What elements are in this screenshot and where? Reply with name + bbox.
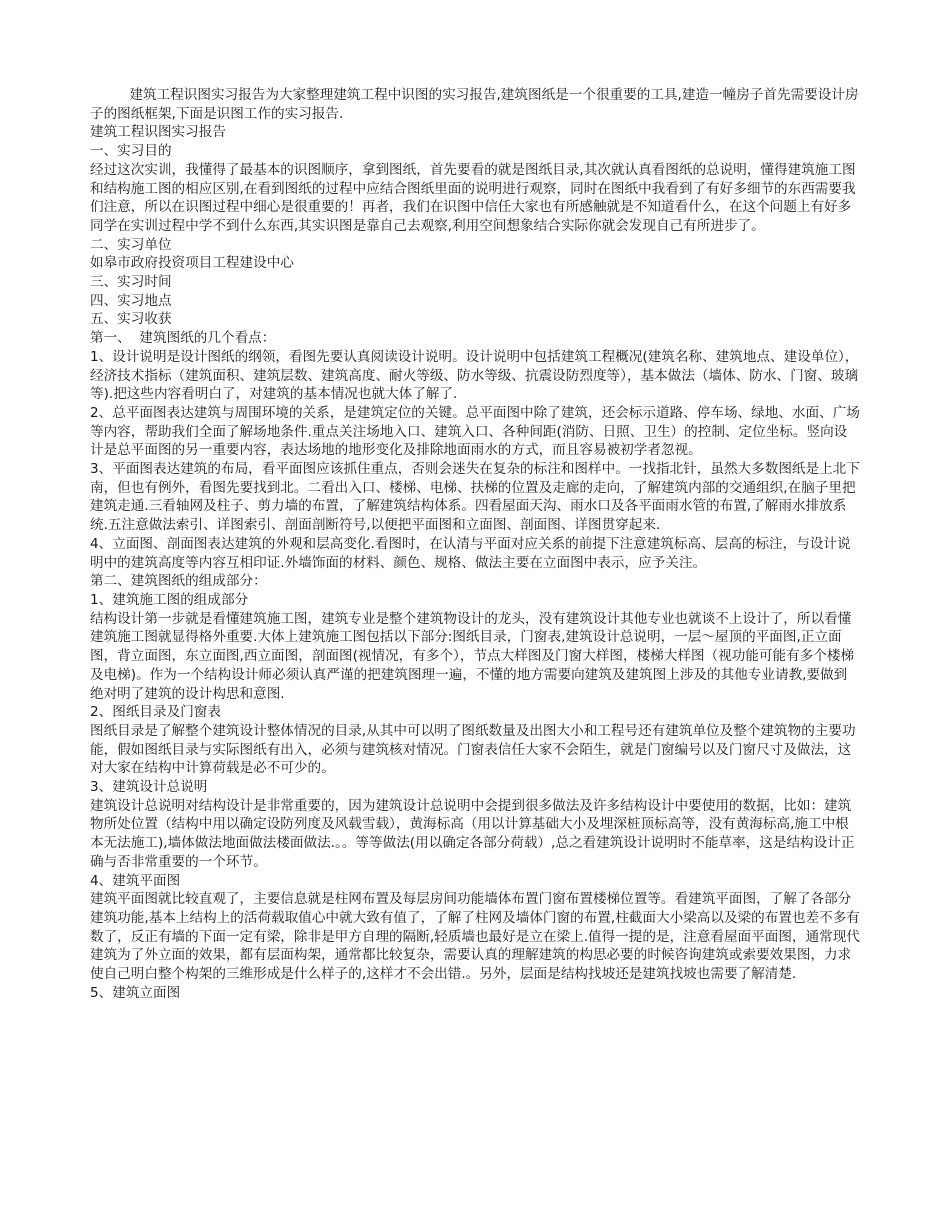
part-heading-key-points: 第一、 建筑图纸的几个看点： (90, 330, 276, 347)
subheading-drawing-index: 2、图纸目录及门窗表 (90, 704, 221, 721)
subheading-elevation-drawing: 5、建筑立面图 (90, 984, 181, 1001)
section-heading-location: 四、实习地点 (90, 292, 172, 309)
paragraph-general-notes: 建筑设计总说明对结构设计是非常重要的，因为建筑设计总说明中会提到很多做法及许多结构设计中要使用的数据，比如：建筑物所处位置（结构中用以确定设防列度及风载雪载），黄海标高（用以计算基础大小及埋深桩顶标高等，没有黄海标高,施工中根本无法施工),墙体做法地面做法楼面做法.。。等等做法(用以确定各部分荷载）,总之看建筑设计说明时不能草率，这是结构设计正确与否非常重要的一个环节。 (90, 797, 855, 870)
subheading-construction-drawings: 1、建筑施工图的组成部分 (90, 591, 249, 608)
paragraph-plan-drawing: 建筑平面图就比较直观了，主要信息就是柱网布置及每层房间功能墙体布置门窗布置楼梯位置等。看建筑平面图，了解了各部分建筑功能,基本上结构上的活荷载取值心中就大致有值了，了解了柱网及墙体门窗的布置,柱截面大小梁高以及梁的布置也差不多有数了，反正有墙的下面一定有梁，除非是甲方自理的隔断,轻质墙也最好是立在梁上.值得一提的是，注意看屋面平面图，通常现代建筑为了外立面的效果，都有层面构架，通常都比较复杂，需要认真的理解建筑的构思必要的时候咨询建筑或索要效果图，力求使自己明白整个构架的三维形成是什么样子的,这样才不会出错.。另外，层面是结构找坡还是建筑找坡也需要了解清楚. (90, 891, 860, 983)
paragraph-drawing-index: 图纸目录是了解整个建筑设计整体情况的目录,从其中可以明了图纸数量及出图大小和工程号还有建筑单位及整个建筑物的主要功能，假如图纸目录与实际图纸有出入，必须与建筑核对情况。门窗表信任大家不会陌生，就是门窗编号以及门窗尺寸及做法，这对大家在结构中计算荷载是必不可少的。 (90, 722, 856, 777)
intro-paragraph: 建筑工程识图实习报告为大家整理建筑工程中识图的实习报告,建筑图纸是一个很重要的工具,建造一幢房子首先需要设计房子的图纸框架,下面是识图工作的实习报告. (90, 87, 859, 122)
subheading-plan-drawing: 4、建筑平面图 (90, 872, 181, 889)
paragraph-design-notes: 1、设计说明是设计图纸的纲领，看图先要认真阅读设计说明。设计说明中包括建筑工程概况(建筑名称、建筑地点、建设单位），经济技术指标（建筑面积、建筑层数、建筑高度、耐火等级、防水等级、抗震设防烈度等），基本做法（墙体、防水、门窗、玻璃等).把这些内容看明白了，对建筑的基本情况也就大体了解了. (90, 348, 859, 403)
paragraph-floor-plan: 3、平面图表达建筑的布局，看平面图应该抓住重点，否则会迷失在复杂的标注和图样中。一找指北针，虽然大多数图纸是上北下南，但也有例外，看图先要找到北。二看出入口、楼梯、电梯、扶梯的位置及走廊的走向，了解建筑内部的交通组织,在脑子里把建筑走通.三看轴网及柱子、剪力墙的布置，了解建筑结构体系。四看屋面天沟、雨水口及各平面雨水管的布置,了解雨水排放系统.五注意做法索引、详图索引、剖面剖断符号,以便把平面图和立面图、剖面图、详图贯穿起来. (90, 461, 860, 534)
section-heading-time: 三、实习时间 (90, 274, 172, 291)
section-body-purpose: 经过这次实训，我懂得了最基本的识图顺序，拿到图纸，首先要看的就是图纸目录,其次就认真看图纸的总说明，懂得建筑施工图和结构施工图的相应区别,在看到图纸的过程中应结合图纸里面的说明进行观察，同时在图纸中我看到了有好多细节的东西需要我们注意，所以在识图过程中细心是很重要的！再者，我们在识图中信任大家也有所感触就是不知道看什么，在这个问题上有好多同学在实训过程中学不到什么东西,其实识图是靠自己去观察,利用空间想象结合实际你就会发现自己有所进步了。 (90, 161, 856, 234)
section-heading-gains: 五、实习收获 (90, 311, 172, 328)
report-title: 建筑工程识图实习报告 (90, 124, 226, 141)
section-body-unit: 如皋市政府投资项目工程建设中心 (90, 255, 294, 272)
section-heading-purpose: 一、实习目的 (90, 143, 172, 160)
paragraph-elevation-section: 4、立面图、剖面图表达建筑的外观和层高变化.看图时，在认清与平面对应关系的前提下注意建筑标高、层高的标注，与设计说明中的建筑高度等内容互相印证.外墙饰面的材料、颜色、规格、做法主要在立面图中表示，应予关注。 (90, 535, 851, 571)
paragraph-construction-drawings: 结构设计第一步就是看懂建筑施工图，建筑专业是整个建筑物设计的龙头，没有建筑设计其他专业也就谈不上设计了，所以看懂建筑施工图就显得格外重要.大体上建筑施工图包括以下部分:图纸目录，门窗表,建筑设计总说明，一层～屋顶的平面图,正立面图，背立面图，东立面图,西立面图，剖面图(视情况，有多个），节点大样图及门窗大样图，楼梯大样图（视功能可能有多个楼梯及电梯)。作为一个结构设计师必须认真严谨的把建筑图理一遍，不懂的地方需要向建筑及建筑图上涉及的其他专业请教,要做到绝对明了建筑的设计构思和意图. (90, 610, 855, 702)
subheading-general-notes: 3、建筑设计总说明 (90, 779, 208, 796)
section-heading-unit: 二、实习单位 (90, 236, 172, 253)
paragraph-site-plan: 2、总平面图表达建筑与周围环境的关系，是建筑定位的关键。总平面图中除了建筑，还会标示道路、停车场、绿地、水面、广场等内容，帮助我们全面了解场地条件.重点关注场地入口、建筑入口、各种间距(消防、日照、卫生）的控制、定位坐标。竖向设计是总平面图的另一重要内容，表达场地的地形变化及排除地面雨水的方式，而且容易被初学者忽视。 (90, 404, 860, 459)
document-body (90, 86, 860, 1002)
part-heading-components: 第二、建筑图纸的组成部分： (90, 573, 267, 590)
